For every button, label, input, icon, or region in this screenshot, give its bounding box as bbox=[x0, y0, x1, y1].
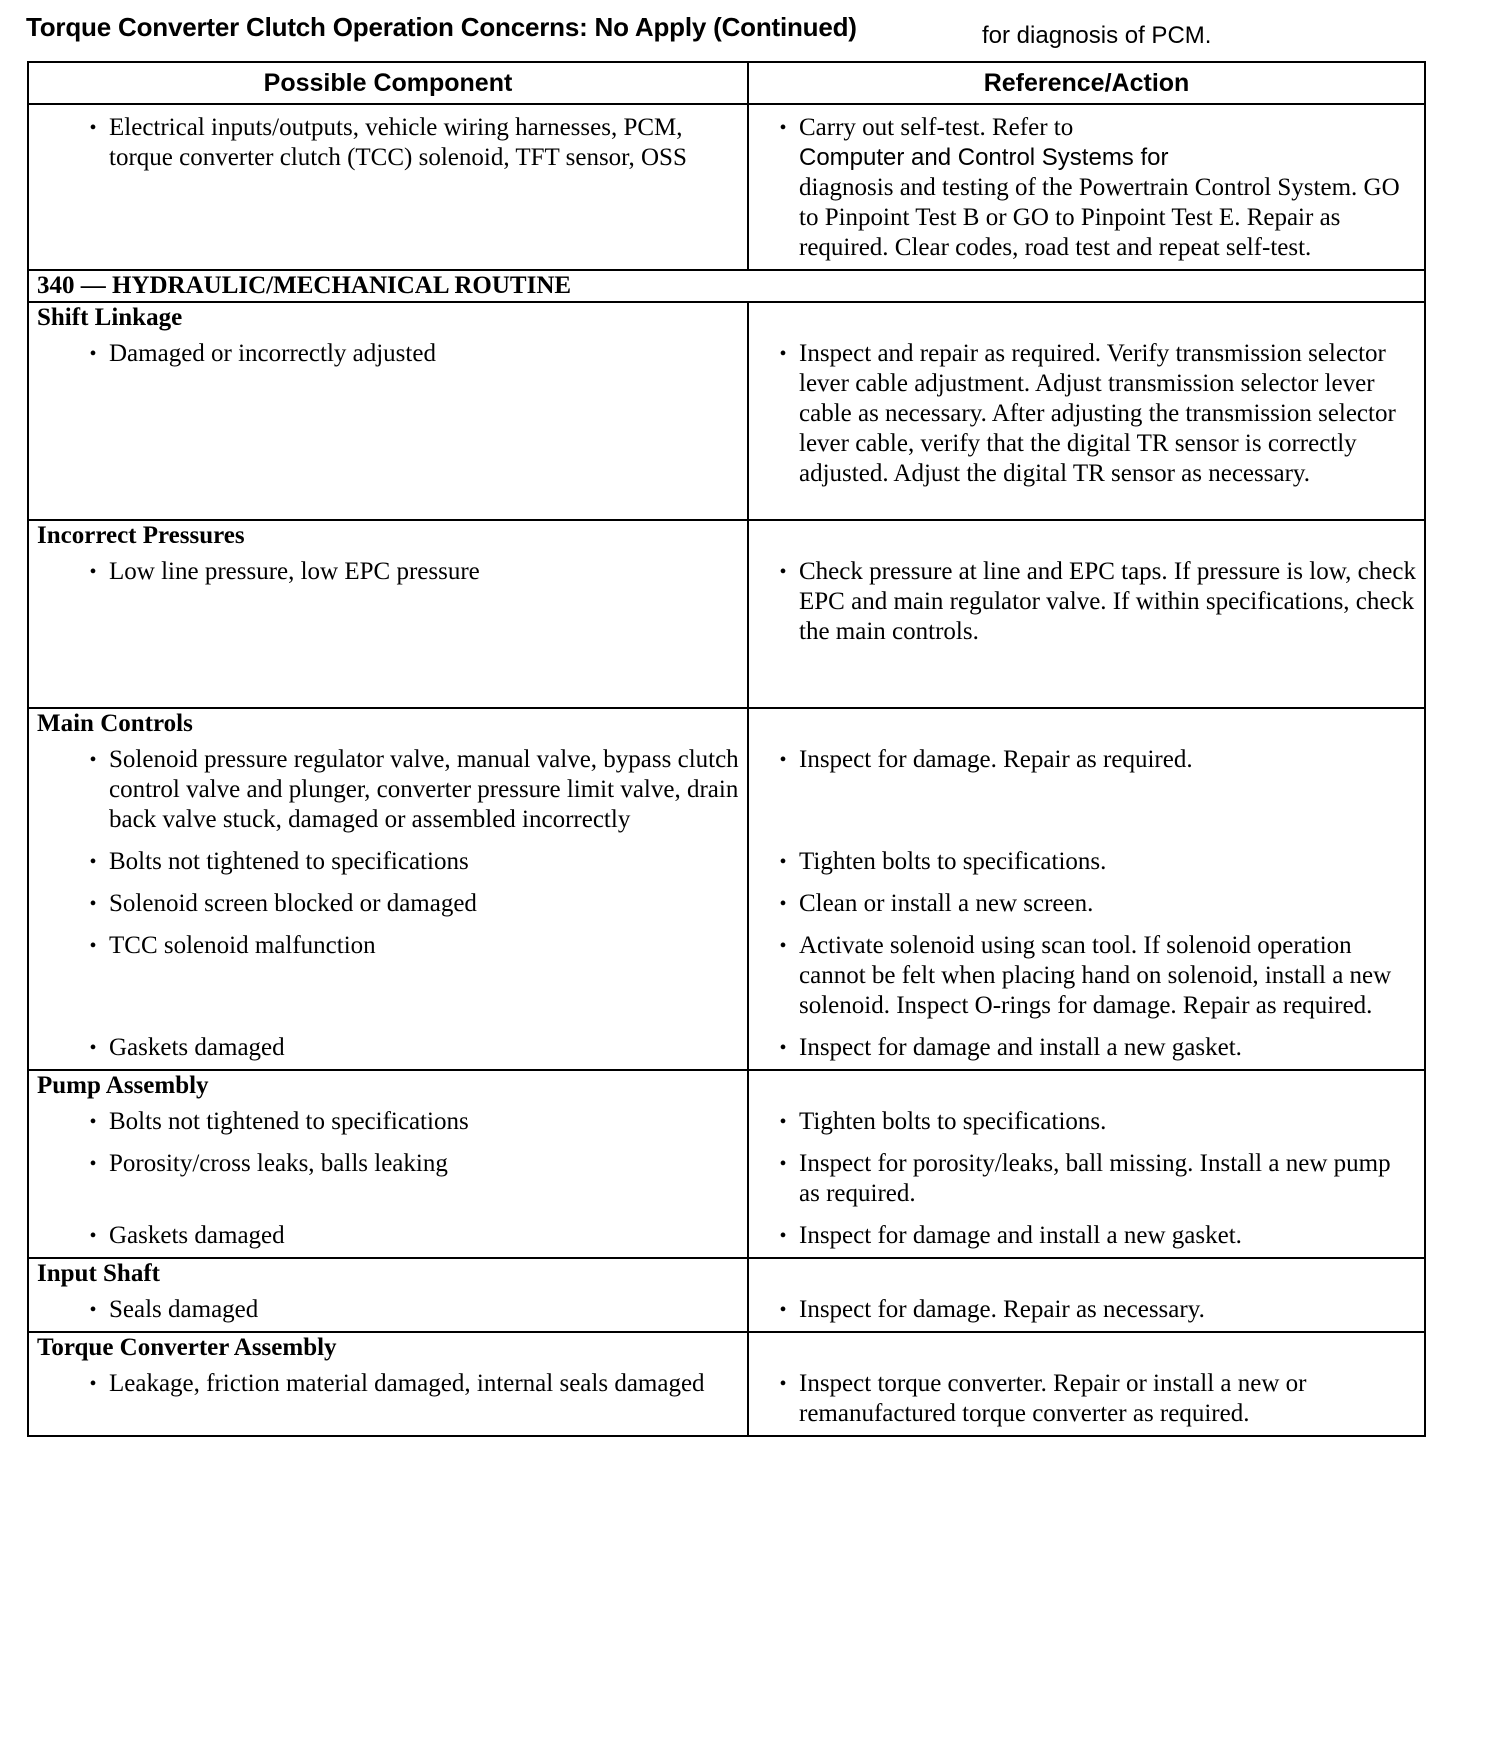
component-cell bbox=[28, 1143, 748, 1215]
bullet-icon: • bbox=[779, 1225, 787, 1247]
action-text: Inspect for damage and install a new gasket. bbox=[799, 1222, 1242, 1249]
component-cell bbox=[28, 1363, 748, 1436]
action-cell bbox=[748, 1143, 1425, 1215]
action-cell bbox=[748, 1215, 1425, 1258]
action-cell bbox=[748, 925, 1425, 1027]
action-text: Inspect torque converter. Repair or install a new or remanufactured torque converter as required. bbox=[799, 1370, 1307, 1427]
action-text: Tighten bolts to specifications. bbox=[799, 848, 1107, 875]
component-text: Porosity/cross leaks, balls leaking bbox=[109, 1150, 448, 1177]
component-cell bbox=[28, 883, 748, 925]
table-row bbox=[28, 841, 1425, 883]
bullet-icon: • bbox=[89, 1373, 97, 1395]
action-text: Inspect for porosity/leaks, ball missing. Install a new pump as required. bbox=[799, 1150, 1391, 1207]
table-row bbox=[28, 883, 1425, 925]
component-text: Solenoid screen blocked or damaged bbox=[109, 890, 477, 917]
action-cell bbox=[748, 1027, 1425, 1070]
group-header-row bbox=[28, 302, 1425, 333]
action-cell bbox=[748, 841, 1425, 883]
bullet-icon: • bbox=[779, 343, 787, 365]
table-row bbox=[28, 925, 1425, 1027]
table-header-row bbox=[28, 62, 1425, 104]
action-cell bbox=[748, 1363, 1425, 1436]
group-title: Shift Linkage bbox=[28, 302, 748, 333]
group-header-row bbox=[28, 1070, 1425, 1101]
action-cell bbox=[748, 1289, 1425, 1332]
component-text: Gaskets damaged bbox=[109, 1034, 285, 1061]
component-text: Bolts not tightened to specifications bbox=[109, 1108, 469, 1135]
bullet-icon: • bbox=[89, 1225, 97, 1247]
table-row bbox=[28, 551, 1425, 708]
group-header-row bbox=[28, 708, 1425, 739]
component-cell bbox=[28, 1027, 748, 1070]
component-text: Gaskets damaged bbox=[109, 1222, 285, 1249]
page-title: Torque Converter Clutch Operation Concerns: No Apply (Continued) bbox=[26, 12, 857, 42]
bullet-icon: • bbox=[89, 1111, 97, 1133]
component-text: Seals damaged bbox=[109, 1296, 259, 1323]
component-text: TCC solenoid malfunction bbox=[109, 932, 376, 959]
group-title: Main Controls bbox=[28, 708, 748, 739]
group-title: Torque Converter Assembly bbox=[28, 1332, 748, 1363]
bullet-icon: • bbox=[779, 1373, 787, 1395]
action-text: Inspect and repair as required. Verify transmission selector lever cable adjustment. Adjust transmission selector lever cable as necessary. After adjusting the transmission selector lever cable, verify that the digital TR sensor is correctly adjusted. Adjust the digital TR sensor as necessary. bbox=[799, 340, 1396, 487]
bullet-icon: • bbox=[779, 1111, 787, 1133]
action-cell bbox=[748, 1101, 1425, 1143]
component-cell bbox=[28, 739, 748, 841]
component-cell bbox=[28, 1101, 748, 1143]
component-text: Electrical inputs/outputs, vehicle wiring harnesses, PCM, torque converter clutch (TCC) solenoid, TFT sensor, OSS bbox=[109, 114, 687, 171]
reference-link-text: Computer and Control Systems for bbox=[799, 144, 1169, 171]
bullet-icon: • bbox=[89, 1299, 97, 1321]
diagnosis-table bbox=[27, 61, 1426, 1437]
bullet-icon: • bbox=[89, 1037, 97, 1059]
table-row bbox=[28, 1027, 1425, 1070]
action-cell bbox=[748, 551, 1425, 708]
action-text: Carry out self-test. Refer to bbox=[799, 114, 1074, 141]
table-row bbox=[28, 739, 1425, 841]
action-cell bbox=[748, 104, 1425, 270]
table-row bbox=[28, 1143, 1425, 1215]
component-text: Leakage, friction material damaged, internal seals damaged bbox=[109, 1370, 705, 1397]
column-header-action: Reference/Action bbox=[748, 62, 1425, 104]
bullet-icon: • bbox=[779, 1299, 787, 1321]
group-header-row bbox=[28, 1332, 1425, 1363]
bullet-icon: • bbox=[779, 851, 787, 873]
action-text: Clean or install a new screen. bbox=[799, 890, 1094, 917]
component-cell bbox=[28, 104, 748, 270]
bullet-icon: • bbox=[779, 1037, 787, 1059]
bullet-icon: • bbox=[89, 117, 97, 139]
group-title: Incorrect Pressures bbox=[28, 520, 748, 551]
bullet-icon: • bbox=[89, 561, 97, 583]
bullet-icon: • bbox=[779, 561, 787, 583]
component-cell bbox=[28, 1215, 748, 1258]
group-header-row bbox=[28, 1258, 1425, 1289]
table-row bbox=[28, 1101, 1425, 1143]
action-text: Activate solenoid using scan tool. If solenoid operation cannot be felt when placing hand on solenoid, install a new solenoid. Inspect O-rings for damage. Repair as required. bbox=[799, 932, 1392, 1019]
group-title: Input Shaft bbox=[28, 1258, 748, 1289]
component-text: Damaged or incorrectly adjusted bbox=[109, 340, 436, 367]
action-cell bbox=[748, 883, 1425, 925]
table-row bbox=[28, 1363, 1425, 1436]
action-text: Tighten bolts to specifications. bbox=[799, 1108, 1107, 1135]
bullet-icon: • bbox=[89, 1153, 97, 1175]
action-text: Inspect for damage. Repair as necessary. bbox=[799, 1296, 1205, 1323]
bullet-icon: • bbox=[779, 935, 787, 957]
action-cell bbox=[748, 739, 1425, 841]
group-header-row bbox=[28, 520, 1425, 551]
component-text: Solenoid pressure regulator valve, manual valve, bypass clutch control valve and plunger, converter pressure limit valve, drain back valve stuck, damaged or assembled incorrectly bbox=[109, 746, 739, 833]
bullet-icon: • bbox=[779, 1153, 787, 1175]
bullet-icon: • bbox=[779, 893, 787, 915]
table-row bbox=[28, 1289, 1425, 1332]
bullet-icon: • bbox=[779, 117, 787, 139]
bullet-icon: • bbox=[779, 749, 787, 771]
action-text: Inspect for damage. Repair as required. bbox=[799, 746, 1193, 773]
table-row bbox=[28, 1215, 1425, 1258]
bullet-icon: • bbox=[89, 343, 97, 365]
bullet-icon: • bbox=[89, 851, 97, 873]
component-text: Low line pressure, low EPC pressure bbox=[109, 558, 480, 585]
group-title: Pump Assembly bbox=[28, 1070, 748, 1101]
component-cell bbox=[28, 551, 748, 708]
section-title-row bbox=[28, 270, 1425, 302]
section-title: 340 — HYDRAULIC/MECHANICAL ROUTINE bbox=[28, 270, 1425, 302]
bullet-icon: • bbox=[89, 935, 97, 957]
table-row bbox=[28, 104, 1425, 270]
action-text: diagnosis and testing of the Powertrain Control System. GO to Pinpoint Test B or GO to Pinpoint Test E. Repair as required. Clear codes, road test and repeat self-test. bbox=[799, 174, 1400, 261]
component-cell bbox=[28, 841, 748, 883]
action-text: Inspect for damage and install a new gasket. bbox=[799, 1034, 1242, 1061]
header-note: for diagnosis of PCM. bbox=[982, 22, 1212, 49]
action-text: Check pressure at line and EPC taps. If pressure is low, check EPC and main regulator valve. If within specifications, check the main controls. bbox=[799, 558, 1416, 645]
component-cell bbox=[28, 925, 748, 1027]
column-header-component: Possible Component bbox=[28, 62, 748, 104]
bullet-icon: • bbox=[89, 749, 97, 771]
action-cell bbox=[748, 333, 1425, 520]
component-cell bbox=[28, 333, 748, 520]
table-row bbox=[28, 333, 1425, 520]
bullet-icon: • bbox=[89, 893, 97, 915]
component-text: Bolts not tightened to specifications bbox=[109, 848, 469, 875]
component-cell bbox=[28, 1289, 748, 1332]
